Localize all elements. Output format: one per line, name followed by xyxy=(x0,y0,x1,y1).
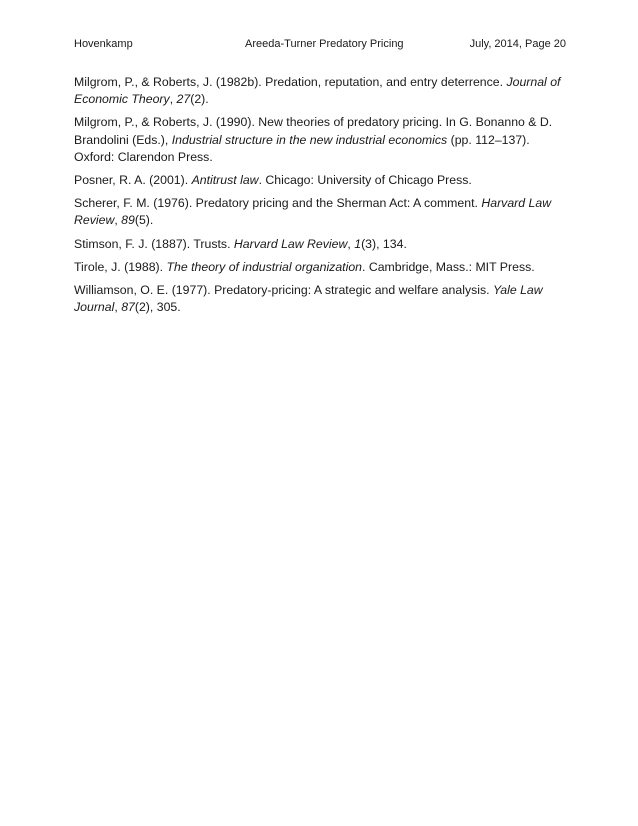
reference-entry xyxy=(74,74,566,108)
header-author: Hovenkamp xyxy=(74,38,133,50)
reference-text: Posner, R. A. (2001). xyxy=(74,173,192,188)
reference-italic-text: Industrial structure in the new industrial economics xyxy=(171,132,448,147)
reference-text: . Cambridge, Mass.: MIT Press. xyxy=(362,259,535,274)
reference-entry xyxy=(74,282,566,316)
reference-text: , xyxy=(169,92,177,107)
reference-italic-text: Harvard Law Review xyxy=(233,236,348,251)
reference-text: Tirole, J. (1988). xyxy=(74,259,167,274)
reference-text: Scherer, F. M. (1976). Predatory pricing and the Sherman Act: A comment. xyxy=(74,196,482,211)
reference-list xyxy=(74,74,566,322)
reference-text: , xyxy=(114,213,122,228)
reference-text: (pp. 112–137). Oxford: Clarendon Press. xyxy=(74,132,530,164)
reference-italic-text: 87 xyxy=(121,300,135,315)
reference-text: , xyxy=(114,300,122,315)
reference-italic-text: 1 xyxy=(354,236,362,251)
reference-text: . Chicago: University of Chicago Press. xyxy=(258,173,472,188)
reference-text: Milgrom, P., & Roberts, J. (1990). New theories of predatory pricing. In G. Bonanno & D. Brandolini (Eds.), xyxy=(74,115,553,147)
reference-text: Williamson, O. E. (1977). Predatory-pricing: A strategic and welfare analysis. xyxy=(74,283,493,298)
reference-text: (5). xyxy=(134,213,154,228)
reference-entry xyxy=(74,259,566,276)
reference-italic-text: Journal of Economic Theory xyxy=(74,75,561,107)
reference-entry xyxy=(74,195,566,229)
reference-italic-text: 89 xyxy=(121,213,135,228)
reference-text: , xyxy=(347,236,355,251)
reference-italic-text: Antitrust law xyxy=(191,173,259,188)
header-title: Areeda-Turner Predatory Pricing xyxy=(245,38,404,50)
reference-text: (3), 134. xyxy=(361,236,407,251)
reference-italic-text: 27 xyxy=(176,92,191,107)
reference-text: Milgrom, P., & Roberts, J. (1982b). Predation, reputation, and entry deterrence. xyxy=(74,75,507,89)
reference-text: Stimson, F. J. (1887). Trusts. xyxy=(74,236,234,251)
reference-text: (2), 305. xyxy=(134,300,181,315)
reference-text: (2). xyxy=(190,92,209,107)
reference-italic-text: Harvard Law Review xyxy=(74,196,552,228)
reference-entry xyxy=(74,114,566,166)
reference-italic-text: Yale Law Journal xyxy=(74,283,543,315)
reference-entry xyxy=(74,236,566,253)
reference-italic-text: The theory of industrial organization xyxy=(166,259,362,274)
reference-entry xyxy=(74,172,566,189)
header-date-page: July, 2014, Page 20 xyxy=(469,38,566,50)
